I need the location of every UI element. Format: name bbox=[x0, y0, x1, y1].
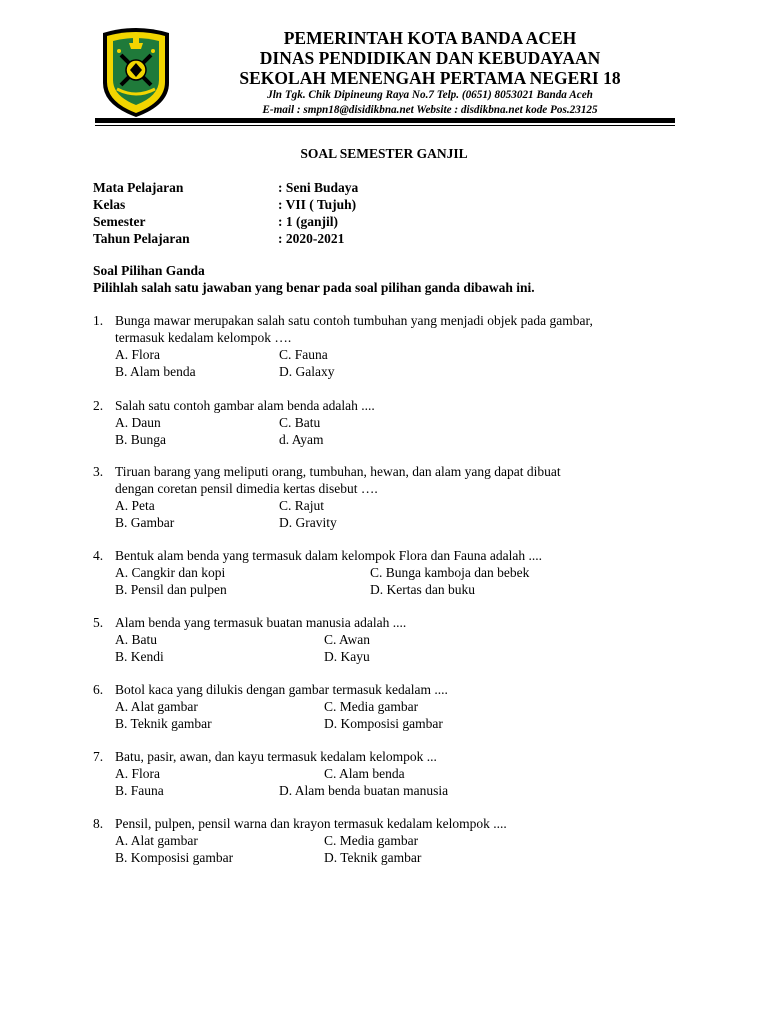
option-d: D. Teknik gambar bbox=[324, 850, 422, 865]
option-c: C. Alam benda bbox=[324, 766, 405, 781]
question-number: 4. bbox=[93, 548, 104, 563]
option-a: A. Batu bbox=[115, 632, 157, 647]
letterhead-government: PEMERINTAH KOTA BANDA ACEH bbox=[283, 28, 577, 48]
question-line: termasuk kedalam kelompok …. bbox=[115, 330, 292, 345]
option-a: A. Flora bbox=[115, 347, 160, 362]
question-number: 1. bbox=[93, 313, 104, 328]
info-value: : 2020-2021 bbox=[278, 231, 345, 246]
question-number: 2. bbox=[93, 398, 104, 413]
option-c: C. Batu bbox=[279, 415, 321, 430]
info-label: Semester bbox=[93, 214, 146, 229]
question-line: Alam benda yang termasuk buatan manusia adalah .... bbox=[115, 615, 407, 630]
option-a: A. Alat gambar bbox=[115, 699, 198, 714]
question-text bbox=[115, 312, 685, 346]
option-a: A. Daun bbox=[115, 415, 161, 430]
option-b: B. Teknik gambar bbox=[115, 716, 212, 731]
info-label: Mata Pelajaran bbox=[93, 180, 184, 195]
question-line: Bunga mawar merupakan salah satu contoh tumbuhan yang menjadi objek pada gambar, bbox=[115, 313, 593, 328]
question-text bbox=[115, 614, 685, 631]
option-d: D. Kayu bbox=[324, 649, 370, 664]
question-text bbox=[115, 815, 685, 832]
question-text bbox=[115, 397, 685, 414]
question-line: Tiruan barang yang meliputi orang, tumbuhan, hewan, dan alam yang dapat dibuat bbox=[115, 464, 561, 479]
option-d: D. Gravity bbox=[279, 515, 337, 530]
question-number: 6. bbox=[93, 682, 104, 697]
question-line: Pensil, pulpen, pensil warna dan krayon termasuk kedalam kelompok .... bbox=[115, 816, 507, 831]
info-value: : 1 (ganjil) bbox=[278, 214, 338, 229]
section-title: Soal Pilihan Ganda bbox=[93, 263, 205, 278]
option-c: C. Media gambar bbox=[324, 699, 419, 714]
option-a: A. Alat gambar bbox=[115, 833, 198, 848]
question-line: Batu, pasir, awan, dan kayu termasuk kedalam kelompok ... bbox=[115, 749, 437, 764]
question-text bbox=[115, 681, 685, 698]
option-b: B. Bunga bbox=[115, 432, 167, 447]
question-number: 8. bbox=[93, 816, 104, 831]
letterhead bbox=[180, 28, 680, 117]
option-d: D. Komposisi gambar bbox=[324, 716, 443, 731]
question-line: dengan coretan pensil dimedia kertas disebut …. bbox=[115, 481, 378, 496]
question-line: Bentuk alam benda yang termasuk dalam kelompok Flora dan Fauna adalah .... bbox=[115, 548, 543, 563]
letterhead-divider-thin bbox=[95, 125, 675, 126]
option-c: C. Fauna bbox=[279, 347, 328, 362]
section-heading bbox=[93, 262, 535, 296]
option-b: B. Gambar bbox=[115, 515, 175, 530]
option-b: B. Fauna bbox=[115, 783, 164, 798]
school-crest-logo bbox=[99, 25, 173, 119]
option-b: B. Komposisi gambar bbox=[115, 850, 234, 865]
option-c: C. Rajut bbox=[279, 498, 325, 513]
letterhead-divider-thick bbox=[95, 118, 675, 123]
question-text bbox=[115, 748, 685, 765]
question-number: 7. bbox=[93, 749, 104, 764]
info-label: Tahun Pelajaran bbox=[93, 231, 190, 246]
question-line: Botol kaca yang dilukis dengan gambar termasuk kedalam .... bbox=[115, 682, 448, 697]
question-number: 5. bbox=[93, 615, 104, 630]
option-d: D. Kertas dan buku bbox=[370, 582, 475, 597]
option-c: C. Media gambar bbox=[324, 833, 419, 848]
info-value: : Seni Budaya bbox=[278, 180, 359, 195]
question-text bbox=[115, 547, 685, 564]
option-a: A. Peta bbox=[115, 498, 155, 513]
document-title: SOAL SEMESTER GANJIL bbox=[300, 146, 468, 161]
info-label: Kelas bbox=[93, 197, 126, 212]
option-b: B. Pensil dan pulpen bbox=[115, 582, 227, 597]
option-c: C. Bunga kamboja dan bebek bbox=[370, 565, 530, 580]
letterhead-department: DINAS PENDIDIKAN DAN KEBUDAYAAN bbox=[259, 48, 601, 68]
letterhead-address: Jln Tgk. Chik Dipineung Raya No.7 Telp. (0651) 8053021 Banda Aceh bbox=[267, 89, 593, 101]
option-d: D. Galaxy bbox=[279, 364, 335, 379]
letterhead-contact: E-mail : smpn18@disidikbna.net Website : disdikbna.net kode Pos.23125 bbox=[262, 104, 598, 116]
question-number: 3. bbox=[93, 464, 104, 479]
option-a: A. Cangkir dan kopi bbox=[115, 565, 226, 580]
letterhead-school: SEKOLAH MENENGAH PERTAMA NEGERI 18 bbox=[239, 68, 621, 88]
section-instruction: Pilihlah salah satu jawaban yang benar pada soal pilihan ganda dibawah ini. bbox=[93, 280, 535, 295]
question-text bbox=[115, 463, 685, 497]
option-a: A. Flora bbox=[115, 766, 160, 781]
info-value: : VII ( Tujuh) bbox=[278, 197, 357, 212]
option-b: B. Kendi bbox=[115, 649, 164, 664]
option-d: d. Ayam bbox=[279, 432, 324, 447]
option-d: D. Alam benda buatan manusia bbox=[279, 783, 449, 798]
option-c: C. Awan bbox=[324, 632, 371, 647]
question-line: Salah satu contoh gambar alam benda adalah .... bbox=[115, 398, 375, 413]
option-b: B. Alam benda bbox=[115, 364, 196, 379]
